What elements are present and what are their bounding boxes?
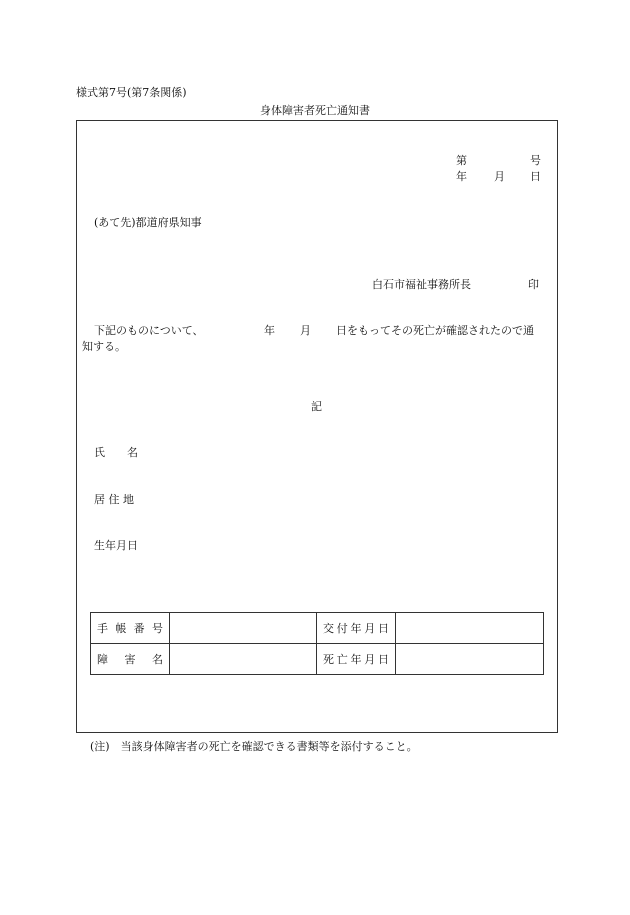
handbook-no-value bbox=[170, 613, 317, 644]
date-year: 年 bbox=[456, 170, 467, 183]
addressee: (あて先)都道府県知事 bbox=[94, 216, 202, 229]
date-day: 日 bbox=[530, 170, 541, 183]
issue-date-label: 交付年月日 bbox=[317, 613, 396, 644]
date-month: 月 bbox=[494, 170, 505, 183]
page-title: 身体障害者死亡通知書 bbox=[260, 104, 370, 117]
info-table bbox=[90, 612, 544, 675]
death-date-value bbox=[396, 644, 544, 675]
body-text-line2: 知する。 bbox=[82, 340, 126, 353]
handbook-no-label: 手 帳 番 号 bbox=[91, 613, 170, 644]
table-row bbox=[91, 613, 544, 644]
form-number: 様式第7号(第7条関係) bbox=[76, 86, 187, 99]
body-text-start: 下記のものについて、 bbox=[94, 324, 204, 337]
table-row bbox=[91, 644, 544, 675]
field-birthdate-label: 生年月日 bbox=[94, 539, 138, 552]
disability-name-value bbox=[170, 644, 317, 675]
field-name-label: 氏 名 bbox=[94, 446, 138, 459]
body-text-end: 日をもってその死亡が確認されたので通 bbox=[336, 324, 534, 337]
doc-no-suffix: 号 bbox=[530, 154, 541, 167]
footnote: (注) 当該身体障害者の死亡を確認できる書類等を添付すること。 bbox=[90, 740, 418, 753]
field-address-label: 居 住 地 bbox=[94, 493, 134, 506]
ki-heading: 記 bbox=[311, 400, 322, 413]
seal-mark: 印 bbox=[528, 278, 539, 291]
sender-name: 白石市福祉事務所長 bbox=[372, 278, 471, 291]
body-month: 月 bbox=[300, 324, 311, 337]
disability-name-label: 障 害 名 bbox=[91, 644, 170, 675]
body-year: 年 bbox=[264, 324, 275, 337]
death-date-label: 死亡年月日 bbox=[317, 644, 396, 675]
issue-date-value bbox=[396, 613, 544, 644]
doc-no-prefix: 第 bbox=[456, 154, 467, 167]
